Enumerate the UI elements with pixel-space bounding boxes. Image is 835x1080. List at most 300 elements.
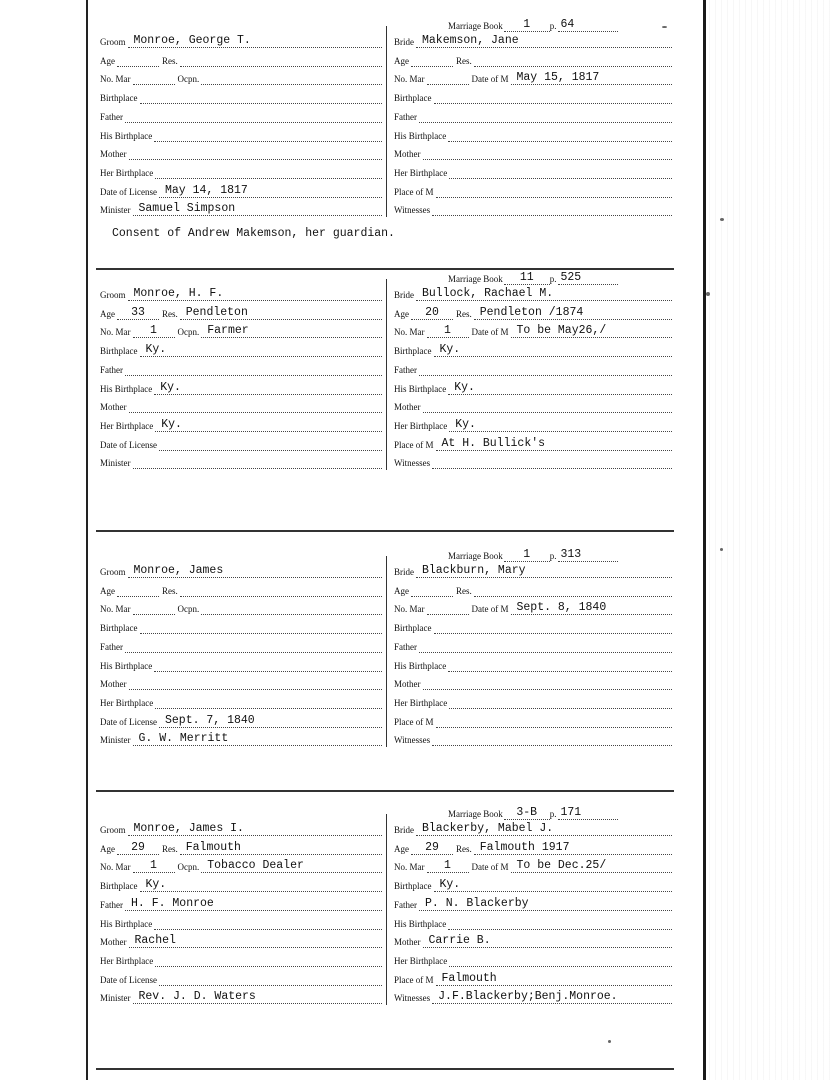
bride-row-her-birthplace — [394, 949, 672, 967]
bride-row-no-mar — [394, 855, 672, 873]
bride-label-mother: Mother — [394, 149, 421, 160]
bride-field-res — [474, 307, 672, 320]
bride-field-place-of-m — [436, 185, 673, 198]
groom-field-her-birthplace — [155, 696, 382, 709]
bride-label-birthplace: Birthplace — [394, 881, 432, 892]
bride-field-age — [411, 307, 453, 320]
groom-field-mother — [129, 147, 383, 160]
bride-row-no-mar — [394, 320, 672, 338]
groom-field-res — [180, 584, 382, 597]
groom-label-groom: Groom — [100, 290, 126, 300]
bride-label-bride: Bride — [394, 567, 414, 577]
bride-label-age: Age — [394, 308, 409, 319]
groom-value-minister: Samuel Simpson — [138, 202, 236, 216]
bride-label-res: Res. — [456, 55, 472, 66]
bride-label-her-birthplace: Her Birthplace — [394, 697, 448, 708]
groom-value-no-mar: 1 — [150, 859, 157, 873]
groom-row-her-birthplace — [100, 161, 382, 179]
groom-label-his-birthplace: His Birthplace — [100, 660, 153, 671]
bride-row-father — [394, 105, 672, 123]
bride-label-date-of-m: Date of M — [471, 327, 509, 338]
bride-row-witnesses — [394, 198, 672, 216]
groom-field-birthplace — [140, 879, 383, 892]
groom-field-age — [117, 584, 159, 597]
page-edge-right — [703, 0, 706, 1080]
groom-label-ocpn: Ocpn. — [177, 327, 200, 338]
bride-field-witnesses — [432, 456, 672, 469]
groom-label-groom: Groom — [100, 825, 126, 835]
groom-field-age — [117, 54, 159, 67]
bride-label-date-of-m: Date of M — [471, 604, 509, 615]
record-note: Consent of Andrew Makemson, her guardian. — [112, 227, 395, 240]
groom-field-her-birthplace — [155, 166, 382, 179]
groom-field-minister — [133, 203, 383, 216]
groom-label-ocpn: Ocpn. — [177, 604, 200, 615]
bride-field-her-birthplace — [449, 696, 672, 709]
groom-field-date-of-license — [159, 185, 382, 198]
bride-label-his-birthplace: His Birthplace — [394, 383, 447, 394]
groom-field-minister — [133, 733, 383, 746]
groom-label-mother: Mother — [100, 937, 127, 948]
groom-label-minister: Minister — [100, 735, 131, 746]
bride-field-name — [416, 565, 672, 578]
groom-field-his-birthplace — [154, 129, 382, 142]
bride-row-witnesses — [394, 986, 672, 1004]
groom-row-her-birthplace — [100, 691, 382, 709]
groom-field-ocpn — [201, 860, 382, 873]
bride-field-no-mar — [427, 602, 469, 615]
bride-label-her-birthplace: Her Birthplace — [394, 420, 448, 431]
bride-field-father — [419, 640, 672, 653]
bride-field-his-birthplace — [448, 917, 672, 930]
page-label: p. — [549, 809, 557, 819]
card-separator — [96, 790, 674, 792]
marriage-book-number: 3-B — [516, 806, 538, 819]
bride-field-mother — [423, 400, 673, 413]
bride-row-birthplace — [394, 874, 672, 892]
bride-row-mother — [394, 142, 672, 160]
bride-row-mother — [394, 930, 672, 948]
bride-label-no-mar: No. Mar — [394, 327, 425, 338]
bride-row-her-birthplace — [394, 161, 672, 179]
bride-row-mother — [394, 395, 672, 413]
groom-value-date-of-license: Sept. 7, 1840 — [164, 713, 255, 727]
groom-field-no-mar — [133, 860, 175, 873]
groom-label-ocpn: Ocpn. — [177, 862, 200, 873]
marriage-book-label: Marriage Book — [448, 551, 503, 561]
bride-label-birthplace: Birthplace — [394, 346, 432, 357]
bride-label-his-birthplace: His Birthplace — [394, 130, 447, 141]
scan-speck — [662, 26, 667, 28]
groom-row-his-birthplace — [100, 124, 382, 142]
groom-field-father — [125, 898, 382, 911]
bride-field-witnesses — [432, 733, 672, 746]
groom-label-her-birthplace: Her Birthplace — [100, 167, 154, 178]
bride-label-witnesses: Witnesses — [394, 735, 431, 746]
groom-row-father — [100, 105, 382, 123]
groom-row-mother — [100, 142, 382, 160]
groom-label-res: Res. — [162, 55, 178, 66]
groom-label-father: Father — [100, 364, 123, 375]
groom-field-birthplace — [140, 621, 383, 634]
groom-row-age — [100, 579, 382, 597]
groom-row-mother — [100, 930, 382, 948]
groom-label-her-birthplace: Her Birthplace — [100, 697, 154, 708]
card-separator — [96, 268, 674, 270]
bride-label-no-mar: No. Mar — [394, 74, 425, 85]
bride-label-res: Res. — [456, 308, 472, 319]
marriage-book-number: 11 — [519, 271, 534, 284]
bride-field-his-birthplace — [448, 659, 672, 672]
groom-value-age: 33 — [131, 305, 145, 319]
groom-field-her-birthplace — [155, 954, 382, 967]
groom-field-his-birthplace — [154, 382, 382, 395]
groom-row-groom — [100, 30, 382, 48]
bride-label-bride: Bride — [394, 37, 414, 47]
groom-row-birthplace — [100, 874, 382, 892]
bride-value-date-of-m: May 15, 1817 — [516, 71, 600, 85]
bride-field-no-mar — [427, 860, 469, 873]
marriage-book-number: 1 — [523, 548, 531, 561]
bride-row-witnesses — [394, 451, 672, 469]
bride-label-age: Age — [394, 585, 409, 596]
bride-row-her-birthplace — [394, 691, 672, 709]
bride-field-name — [416, 35, 672, 48]
bride-field-age — [411, 584, 453, 597]
bride-row-birthplace — [394, 86, 672, 104]
scan-edge-noise — [707, 0, 835, 1080]
bride-field-no-mar — [427, 325, 469, 338]
page-number: 64 — [560, 18, 575, 31]
bride-value-birthplace: Ky. — [439, 343, 461, 357]
bride-field-witnesses — [432, 991, 672, 1004]
bride-field-res — [474, 584, 672, 597]
bride-field-mother — [423, 147, 673, 160]
groom-label-res: Res. — [162, 308, 178, 319]
groom-value-res: Pendleton — [185, 305, 248, 319]
bride-field-res — [474, 842, 672, 855]
bride-row-mother — [394, 672, 672, 690]
bride-label-birthplace: Birthplace — [394, 93, 432, 104]
bride-row-his-birthplace — [394, 912, 672, 930]
bride-label-place-of-m: Place of M — [394, 974, 434, 985]
bride-label-father: Father — [394, 899, 417, 910]
bride-label-age: Age — [394, 843, 409, 854]
groom-label-no-mar: No. Mar — [100, 74, 131, 85]
bride-field-no-mar — [427, 72, 469, 85]
groom-field-date-of-license — [159, 715, 382, 728]
groom-field-his-birthplace — [154, 659, 382, 672]
bride-row-bride — [394, 283, 672, 301]
bride-value-birthplace: Ky. — [439, 878, 461, 892]
bride-field-res — [474, 54, 672, 67]
bride-value-date-of-m: To be May26,/ — [516, 324, 607, 338]
page-label: p. — [549, 21, 557, 31]
groom-value-name: Monroe, James — [133, 564, 224, 577]
groom-value-mother: Rachel — [134, 934, 176, 948]
groom-field-age — [117, 307, 159, 320]
bride-row-bride — [394, 818, 672, 836]
groom-row-her-birthplace — [100, 414, 382, 432]
groom-row-minister — [100, 451, 382, 469]
groom-label-groom: Groom — [100, 37, 126, 47]
groom-label-his-birthplace: His Birthplace — [100, 918, 153, 929]
bride-value-res: Falmouth 1917 — [479, 840, 570, 854]
groom-label-age: Age — [100, 585, 115, 596]
groom-row-birthplace — [100, 339, 382, 357]
groom-field-mother — [129, 935, 383, 948]
groom-label-mother: Mother — [100, 679, 127, 690]
bride-label-father: Father — [394, 111, 417, 122]
scan-speck — [720, 548, 723, 551]
groom-row-birthplace — [100, 86, 382, 104]
bride-field-date-of-m — [511, 860, 673, 873]
groom-field-date-of-license — [159, 973, 382, 986]
bride-label-his-birthplace: His Birthplace — [394, 918, 447, 929]
bride-field-age — [411, 842, 453, 855]
bride-row-his-birthplace — [394, 654, 672, 672]
bride-field-witnesses — [432, 203, 672, 216]
groom-row-birthplace — [100, 616, 382, 634]
bride-field-father — [419, 898, 672, 911]
groom-row-no-mar — [100, 855, 382, 873]
groom-label-mother: Mother — [100, 149, 127, 160]
groom-label-father: Father — [100, 641, 123, 652]
groom-label-date-of-license: Date of License — [100, 974, 157, 985]
groom-row-her-birthplace — [100, 949, 382, 967]
page-number: 171 — [560, 806, 582, 819]
bride-label-place-of-m: Place of M — [394, 439, 434, 450]
groom-label-no-mar: No. Mar — [100, 604, 131, 615]
groom-field-mother — [129, 677, 383, 690]
groom-label-age: Age — [100, 843, 115, 854]
bride-label-date-of-m: Date of M — [471, 74, 509, 85]
bride-field-mother — [423, 935, 673, 948]
groom-row-groom — [100, 560, 382, 578]
groom-row-age — [100, 302, 382, 320]
groom-field-no-mar — [133, 602, 175, 615]
bride-field-date-of-m — [511, 602, 673, 615]
bride-row-witnesses — [394, 728, 672, 746]
groom-label-groom: Groom — [100, 567, 126, 577]
groom-label-his-birthplace: His Birthplace — [100, 383, 153, 394]
groom-row-groom — [100, 818, 382, 836]
bride-field-name — [416, 823, 672, 836]
bride-row-his-birthplace — [394, 377, 672, 395]
groom-field-ocpn — [201, 325, 382, 338]
groom-value-name: Monroe, George T. — [133, 34, 251, 47]
bride-label-mother: Mother — [394, 402, 421, 413]
marriage-book-label: Marriage Book — [448, 274, 503, 284]
groom-value-minister: G. W. Merritt — [138, 732, 229, 746]
groom-row-father — [100, 893, 382, 911]
groom-row-date-of-license — [100, 710, 382, 728]
bride-value-name: Makemson, Jane — [422, 34, 519, 47]
bride-row-bride — [394, 560, 672, 578]
groom-value-birthplace: Ky. — [145, 878, 167, 892]
scan-speck — [720, 218, 724, 221]
bride-field-place-of-m — [436, 973, 673, 986]
groom-field-her-birthplace — [155, 419, 382, 432]
groom-row-no-mar — [100, 597, 382, 615]
groom-value-father: H. F. Monroe — [131, 896, 214, 910]
groom-row-father — [100, 635, 382, 653]
marriage-book-label: Marriage Book — [448, 21, 503, 31]
bride-value-name: Bullock, Rachael M. — [422, 287, 554, 300]
bride-field-father — [419, 110, 672, 123]
marriage-book-number: 1 — [523, 18, 531, 31]
groom-row-minister — [100, 986, 382, 1004]
bride-label-bride: Bride — [394, 825, 414, 835]
bride-label-bride: Bride — [394, 290, 414, 300]
bride-row-no-mar — [394, 597, 672, 615]
groom-label-no-mar: No. Mar — [100, 862, 131, 873]
card-separator — [96, 530, 674, 532]
groom-label-mother: Mother — [100, 402, 127, 413]
bride-row-his-birthplace — [394, 124, 672, 142]
groom-label-res: Res. — [162, 585, 178, 596]
groom-label-age: Age — [100, 308, 115, 319]
bride-label-his-birthplace: His Birthplace — [394, 660, 447, 671]
groom-row-his-birthplace — [100, 377, 382, 395]
bride-field-age — [411, 54, 453, 67]
groom-label-birthplace: Birthplace — [100, 623, 138, 634]
bride-row-birthplace — [394, 616, 672, 634]
groom-label-his-birthplace: His Birthplace — [100, 130, 153, 141]
bride-value-father: P. N. Blackerby — [425, 896, 529, 910]
groom-field-minister — [133, 991, 383, 1004]
bride-field-birthplace — [434, 879, 673, 892]
groom-field-res — [180, 54, 382, 67]
groom-row-his-birthplace — [100, 654, 382, 672]
groom-field-father — [125, 363, 382, 376]
bride-field-his-birthplace — [448, 129, 672, 142]
groom-label-her-birthplace: Her Birthplace — [100, 420, 154, 431]
groom-value-ocpn: Tobacco Dealer — [207, 859, 304, 873]
bride-value-place-of-m: At H. Bullick's — [441, 436, 546, 450]
bride-value-name: Blackburn, Mary — [422, 564, 526, 577]
groom-value-minister: Rev. J. D. Waters — [138, 990, 256, 1004]
groom-field-ocpn — [201, 602, 382, 615]
bride-label-res: Res. — [456, 843, 472, 854]
bride-field-birthplace — [434, 621, 673, 634]
bride-field-her-birthplace — [449, 166, 672, 179]
groom-label-her-birthplace: Her Birthplace — [100, 955, 154, 966]
groom-value-date-of-license: May 14, 1817 — [164, 183, 248, 197]
groom-field-res — [180, 842, 382, 855]
bride-value-her-birthplace: Ky. — [455, 417, 476, 431]
bride-value-date-of-m: Sept. 8, 1840 — [516, 601, 607, 615]
bride-label-witnesses: Witnesses — [394, 205, 431, 216]
groom-field-birthplace — [140, 91, 383, 104]
bride-field-date-of-m — [511, 72, 673, 85]
groom-field-date-of-license — [159, 438, 382, 451]
groom-row-minister — [100, 728, 382, 746]
page-number: 313 — [560, 548, 582, 561]
groom-label-father: Father — [100, 899, 123, 910]
groom-label-birthplace: Birthplace — [100, 881, 138, 892]
card-vertical-divider — [386, 279, 387, 470]
groom-row-groom — [100, 283, 382, 301]
scan-speck — [706, 292, 710, 296]
bride-label-place-of-m: Place of M — [394, 186, 434, 197]
groom-label-ocpn: Ocpn. — [177, 74, 200, 85]
card-vertical-divider — [386, 556, 387, 747]
bride-label-no-mar: No. Mar — [394, 604, 425, 615]
groom-row-date-of-license — [100, 968, 382, 986]
groom-label-birthplace: Birthplace — [100, 346, 138, 357]
groom-field-res — [180, 307, 382, 320]
groom-label-date-of-license: Date of License — [100, 186, 157, 197]
bride-row-bride — [394, 30, 672, 48]
bride-label-birthplace: Birthplace — [394, 623, 432, 634]
groom-row-date-of-license — [100, 433, 382, 451]
groom-value-his-birthplace: Ky. — [160, 380, 181, 394]
bride-label-witnesses: Witnesses — [394, 993, 431, 1004]
bride-label-res: Res. — [456, 585, 472, 596]
groom-field-father — [125, 640, 382, 653]
groom-label-minister: Minister — [100, 993, 131, 1004]
groom-row-no-mar — [100, 320, 382, 338]
groom-label-no-mar: No. Mar — [100, 327, 131, 338]
bride-value-age: 20 — [425, 305, 439, 319]
groom-field-name — [128, 35, 383, 48]
bride-row-her-birthplace — [394, 414, 672, 432]
bride-value-mother: Carrie B. — [428, 934, 491, 948]
groom-field-no-mar — [133, 325, 175, 338]
bride-field-father — [419, 363, 672, 376]
page-number: 525 — [560, 271, 582, 284]
card-vertical-divider — [386, 814, 387, 1005]
card-separator — [96, 1068, 674, 1070]
bride-field-date-of-m — [511, 325, 673, 338]
bride-value-no-mar: 1 — [444, 324, 451, 338]
bride-field-place-of-m — [436, 438, 673, 451]
groom-label-birthplace: Birthplace — [100, 93, 138, 104]
bride-row-age — [394, 837, 672, 855]
bride-row-father — [394, 635, 672, 653]
bride-row-father — [394, 893, 672, 911]
bride-row-place-of-m — [394, 968, 672, 986]
groom-row-no-mar — [100, 67, 382, 85]
groom-value-name: Monroe, H. F. — [133, 287, 224, 300]
groom-label-age: Age — [100, 55, 115, 66]
bride-row-place-of-m — [394, 433, 672, 451]
groom-value-birthplace: Ky. — [145, 343, 167, 357]
page-label: p. — [549, 274, 557, 284]
groom-field-ocpn — [201, 72, 382, 85]
groom-field-no-mar — [133, 72, 175, 85]
bride-field-birthplace — [434, 344, 673, 357]
groom-label-minister: Minister — [100, 205, 131, 216]
bride-row-father — [394, 358, 672, 376]
groom-row-his-birthplace — [100, 912, 382, 930]
bride-label-father: Father — [394, 641, 417, 652]
bride-value-no-mar: 1 — [444, 859, 451, 873]
groom-field-name — [128, 288, 383, 301]
bride-field-his-birthplace — [448, 382, 672, 395]
groom-field-minister — [133, 456, 383, 469]
bride-label-mother: Mother — [394, 679, 421, 690]
bride-value-witnesses: J.F.Blackerby;Benj.Monroe. — [438, 990, 618, 1004]
groom-field-name — [128, 823, 383, 836]
bride-row-birthplace — [394, 339, 672, 357]
groom-field-birthplace — [140, 344, 383, 357]
marriage-book-label: Marriage Book — [448, 809, 503, 819]
groom-label-date-of-license: Date of License — [100, 439, 157, 450]
scan-speck — [608, 1040, 611, 1043]
groom-row-father — [100, 358, 382, 376]
